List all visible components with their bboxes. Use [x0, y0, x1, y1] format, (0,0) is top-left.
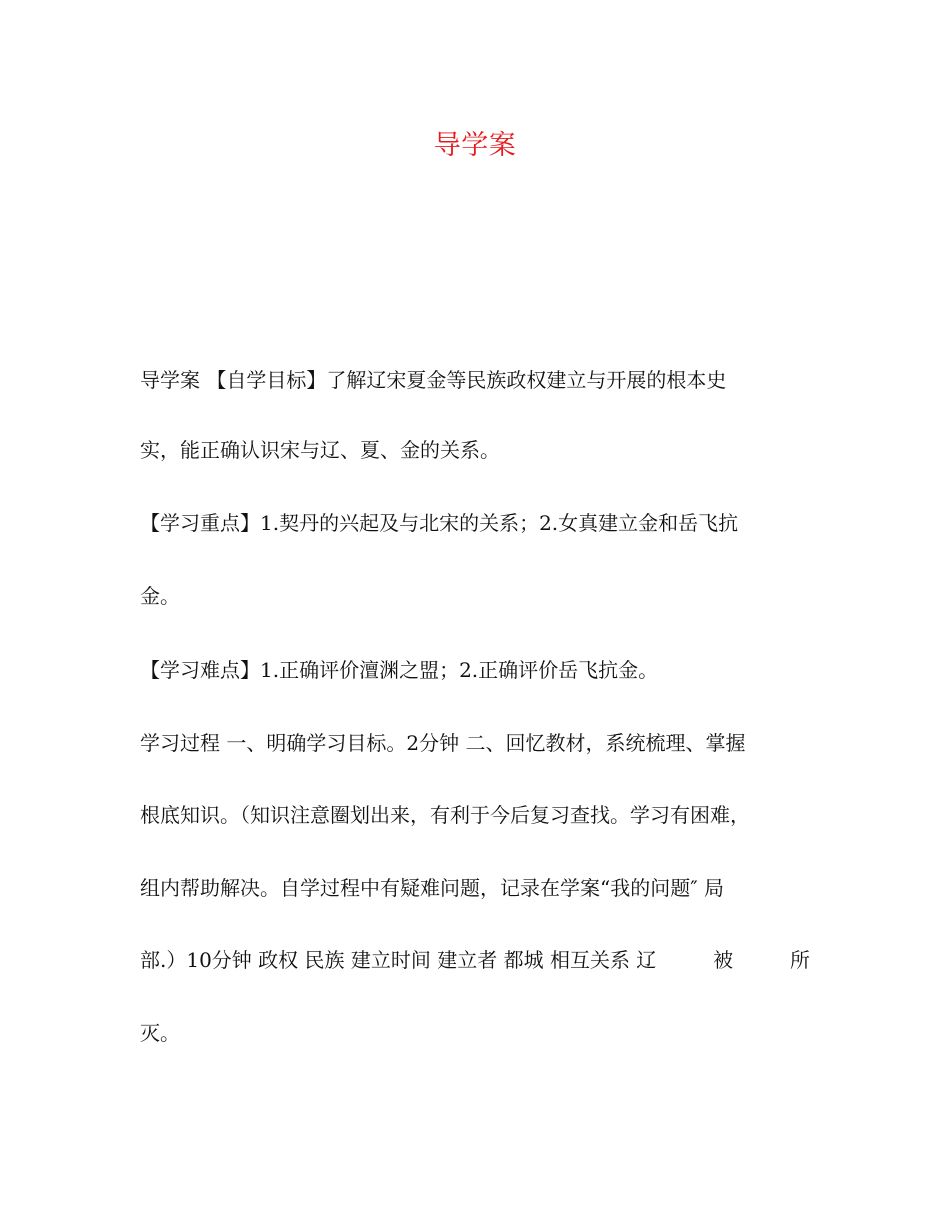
text-line-5: 【学习难点】1.正确评价澶渊之盟；2.正确评价岳飞抗金。 — [140, 658, 659, 682]
text-line-3: 【学习重点】1.契丹的兴起及与北宋的关系；2.女真建立金和岳飞抗 — [140, 511, 739, 535]
text-line-9 — [140, 945, 810, 975]
text-line-4: 金。 — [140, 584, 180, 608]
text-line-9-word-2: 所 — [790, 948, 810, 972]
text-line-9-main: 部.）10分钟 政权 民族 建立时间 建立者 都城 相互关系 辽 — [140, 948, 657, 972]
document-title: 导学案 — [433, 130, 517, 161]
text-line-1: 导学案 【自学目标】了解辽宋夏金等民族政权建立与开展的根本史 — [140, 368, 727, 392]
text-line-2: 实，能正确认识宋与辽、夏、金的关系。 — [140, 438, 500, 462]
text-line-6: 学习过程 一、明确学习目标。2分钟 二、回忆教材，系统梳理、掌握 — [140, 731, 746, 755]
text-line-10: 灭。 — [140, 1021, 180, 1045]
text-line-7: 根底知识。（知识注意圈划出来，有利于今后复习查找。学习有困难， — [140, 803, 750, 827]
text-line-9-word-1: 被 — [713, 948, 734, 972]
text-line-8: 组内帮助解决。自学过程中有疑难问题，记录在学案“我的问题″ 局 — [140, 876, 725, 900]
